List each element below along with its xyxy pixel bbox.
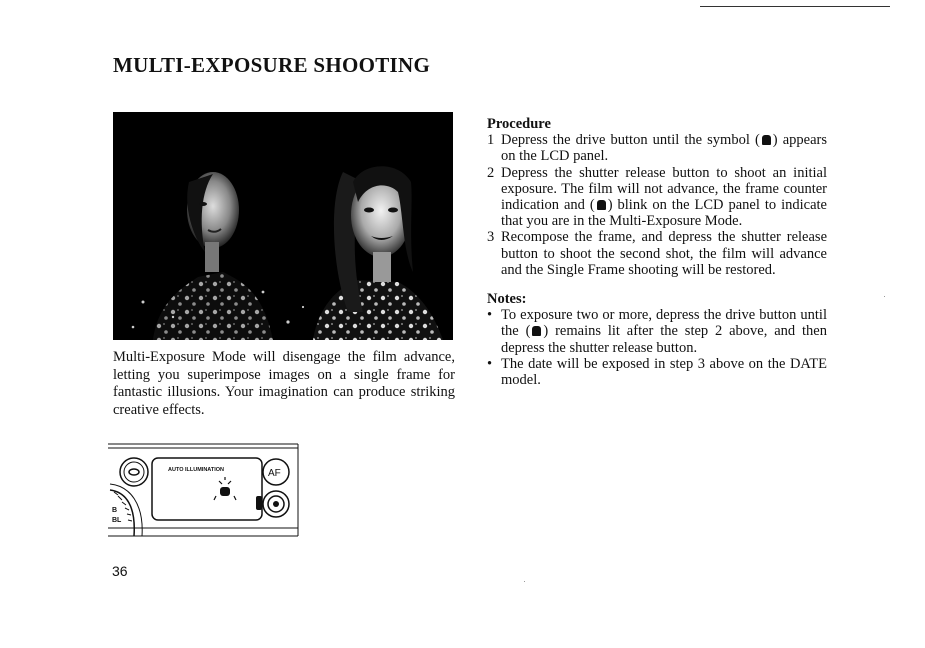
step-text: Recompose the frame, and depress the shutter release button to shoot the second shot, the film will advance and the Single Frame shooting will be restored. (501, 229, 827, 278)
note-text: To exposure two or more, depress the drive button until the ( (501, 307, 827, 340)
lcd-panel-diagram (108, 440, 303, 540)
procedure-step (487, 165, 827, 230)
step-text-cont: ) blink on the LCD panel to indicate that you are in the Multi-Exposure Mode. (501, 197, 827, 230)
note-item (487, 307, 827, 356)
procedure-heading: Procedure (487, 116, 551, 132)
double-exposure-photo (113, 112, 453, 340)
notes-heading: Notes: (487, 291, 527, 308)
procedure-step (487, 132, 827, 164)
scan-speck (524, 581, 525, 582)
note-item (487, 356, 827, 388)
scan-speck (884, 296, 885, 297)
notes-list (487, 307, 827, 388)
step-number: 2 (487, 164, 495, 181)
photo-caption: Multi-Exposure Mode will disengage the film advance, letting you superimpose images on a single frame for fantastic illusions. Your imagination can produce striking creative effects. (113, 349, 455, 418)
note-text-cont: ) remains lit after the step 2 above, and then depress the shutter release button. (501, 323, 827, 356)
illumination-button-icon (120, 458, 148, 486)
multi-exposure-symbol-icon (214, 477, 236, 500)
page-title: MULTI-EXPOSURE SHOOTING (113, 53, 431, 77)
lcd-panel-text: AUTO ILLUMINATION (168, 467, 225, 473)
mode-label-b: B (112, 507, 118, 514)
mode-label-bl: BL (112, 517, 122, 524)
step-text: Depress the shutter release button to shoot an initial exposure. The film will not advance, the frame counter indication and ( (501, 164, 827, 214)
multi-exposure-icon (532, 326, 541, 336)
drive-button-icon (263, 491, 289, 517)
af-button-icon (263, 459, 289, 485)
bullet-icon: • (487, 307, 493, 324)
step-number: 1 (487, 132, 495, 149)
multi-exposure-icon (597, 200, 606, 210)
bullet-icon: • (487, 355, 493, 372)
procedure-steps (487, 132, 827, 278)
procedure-step (487, 229, 827, 278)
af-button-label: AF (268, 468, 281, 479)
step-text-cont: ) appears on the LCD panel. (501, 132, 828, 165)
camera-top-illustration (108, 440, 303, 540)
multi-exposure-icon (762, 135, 771, 145)
instructions-column (487, 116, 827, 388)
page-number: 36 (112, 563, 128, 579)
step-number: 3 (487, 229, 495, 246)
photo-illustration (113, 112, 453, 340)
header-rule (700, 6, 890, 7)
step-text: Depress the drive button until the symbol ( (501, 132, 760, 149)
note-text: The date will be exposed in step 3 above on the DATE model. (501, 355, 827, 389)
